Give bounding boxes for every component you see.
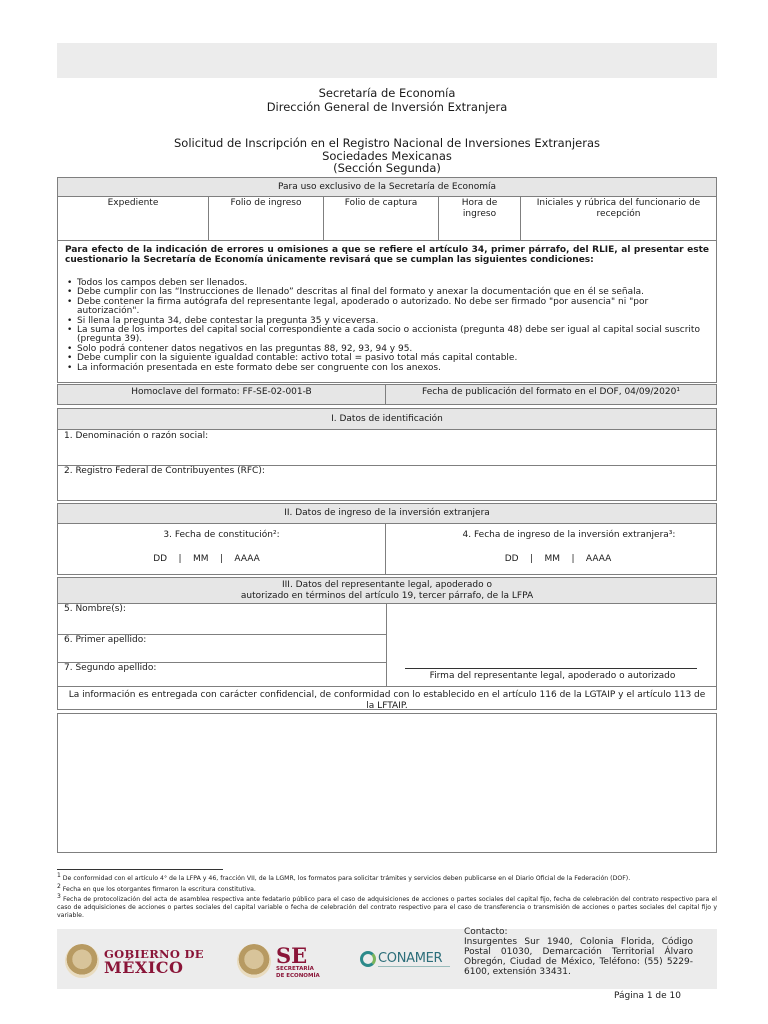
conamer-logo-text: CONAMER: [378, 951, 443, 966]
instructions-box: [57, 240, 717, 383]
instruction-item: • Debe contener la firma autógrafa del representante legal, apoderado o autorizado. No debe ser firmado "por ausencia" ni "por autorización".: [77, 298, 709, 317]
office-col-folio-captura-label: Folio de captura: [344, 198, 418, 208]
signature-line: [405, 668, 697, 669]
directorate-name: Dirección General de Inversión Extranjera: [266, 100, 508, 114]
footnote-1-text: De conformidad con el artículo 4° de la LFPA y 46, fracción VII, de la LGMR, los formatos para solicitar trámites y servicios deben publicarse en el Diario Oficial de la Federación (DOF).: [62, 875, 631, 883]
instruction-item: • Debe cumplir con la siguiente igualdad contable: activo total = pasivo total más capital contable.: [77, 354, 709, 363]
second-surname-label: 7. Segundo apellido:: [64, 663, 157, 673]
investment-date-format: DD | MM | AAAA: [504, 554, 612, 564]
contact-block: [464, 927, 693, 977]
signature-field[interactable]: [386, 603, 717, 687]
page-number: Página 1 de 10: [614, 991, 681, 1001]
ministry-name: Secretaría de Economía: [318, 86, 456, 100]
contact-text: Insurgentes Sur 1940, Colonia Florida, Código Postal 01030, Demarcación Territorial Álvaro Obregón, Ciudad de México, Teléfono: (55) 5229-6100, extensión 33431.: [464, 937, 693, 977]
footnote-3-text: Fecha de protocolización del acta de asamblea respectiva ante fedatario público para el caso de adquisiciones de acciones o partes sociales del capital fijo, fecha de celebración del contrato respectivo para el caso de adquisiciones de acciones o partes sociales del capital variable o fecha de celebración del contrato respectivo para el caso de transferencia o transmisión de acciones o partes sociales del capital fijo y variable.: [57, 896, 717, 919]
office-col-expediente-label: Expediente: [107, 198, 159, 208]
se-logo-sub2: DE ECONOMÍA: [276, 972, 320, 979]
first-name-field[interactable]: [57, 603, 387, 635]
se-logo-sub1: SECRETARÍA: [276, 966, 314, 972]
footnote-rule: [57, 869, 223, 870]
conamer-logo-rule: [378, 966, 450, 967]
signature-label: Firma del representante legal, apoderado o autorizado: [429, 671, 676, 681]
office-col-folio-ingreso-label: Folio de ingreso: [230, 198, 302, 208]
company-name-field[interactable]: [57, 429, 717, 466]
instruction-item: • Debe cumplir con las “Instrucciones de llenado” descritas al final del formato y anexar la documentación que en él se señala.: [77, 288, 709, 297]
office-col-iniciales: [520, 196, 717, 241]
format-homoclave: Homoclave del formato: FF-SE-02-001-B: [57, 384, 386, 405]
form-title: Solicitud de Inscripción en el Registro Nacional de Inversiones Extranjeras: [173, 136, 601, 150]
header-band: [57, 43, 717, 78]
gobierno-logo-top: GOBIERNO DE: [104, 947, 204, 961]
mexico-eagle-icon: [65, 944, 99, 978]
form-section-label: (Sección Segunda): [333, 161, 441, 175]
instructions-intro: Para efecto de la indicación de errores u omisiones a que se refiere el artículo 34, primer párrafo, del RLIE, al presentar este cuestionario la Secretaría de Economía únicamente revisará que se cumplan las siguientes condiciones:: [65, 245, 709, 265]
instruction-item: • Solo podrá contener datos negativos en las preguntas 88, 92, 93, 94 y 95.: [77, 345, 709, 354]
instruction-item: • La información presentada en este formato debe ser congruente con los anexos.: [77, 364, 709, 373]
se-logo-subtext: [276, 966, 320, 979]
instruction-item: • Si llena la pregunta 34, debe contestar la pregunta 35 y viceversa.: [77, 317, 709, 326]
footnote-2: [57, 883, 717, 894]
investment-date-label: 4. Fecha de ingreso de la inversión extranjera³:: [462, 530, 676, 540]
office-col-folio-captura: [323, 196, 439, 241]
first-name-label: 5. Nombre(s):: [64, 604, 126, 614]
footnotes: [57, 872, 717, 919]
instruction-item: • Todos los campos deben ser llenados.: [77, 279, 709, 288]
instructions-list: [65, 279, 709, 373]
office-use-heading: Para uso exclusivo de la Secretaría de Economía: [57, 177, 717, 197]
office-col-expediente: [57, 196, 209, 241]
office-col-iniciales-label: Iniciales y rúbrica del funcionario de recepción: [536, 198, 701, 219]
first-surname-label: 6. Primer apellido:: [64, 635, 147, 645]
office-col-hora: [438, 196, 521, 241]
section-3-heading-line1: III. Datos del representante legal, apoderado o: [282, 580, 492, 590]
office-col-folio-ingreso: [208, 196, 324, 241]
section-3-heading: [57, 577, 717, 604]
office-col-hora-label: Hora de ingreso: [461, 198, 498, 219]
gobierno-logo-bottom: MÉXICO: [104, 958, 184, 977]
constitution-date-field[interactable]: [57, 523, 386, 575]
se-eagle-icon: [237, 944, 271, 978]
instruction-item: • La suma de los importes del capital social correspondiente a cada socio o accionista (pregunta 48) debe ser igual al capital social suscrito (pregunta 39).: [77, 326, 709, 345]
footnote-3: [57, 893, 717, 919]
constitution-date-label: 3. Fecha de constitución²:: [163, 530, 280, 540]
contact-label: Contacto:: [464, 927, 508, 937]
footer-band: [57, 929, 717, 989]
company-name-label: 1. Denominación o razón social:: [64, 431, 209, 441]
footnote-3-number: 3: [57, 893, 61, 901]
section-3-heading-line2: autorizado en términos del artículo 19, tercer párrafo, de la LFPA: [240, 591, 534, 601]
confidentiality-notice: La información es entregada con carácter confidencial, de conformidad con lo establecido en el artículo 116 de la LGTAIP y el artículo 113 de la LFTAIP.: [57, 686, 717, 710]
investment-date-field[interactable]: [385, 523, 717, 575]
rfc-label: 2. Registro Federal de Contribuyentes (RFC):: [64, 466, 265, 476]
footnote-1: [57, 872, 717, 883]
first-surname-field[interactable]: [57, 634, 387, 663]
footnote-2-text: Fecha en que los otorgantes firmaron la escritura constitutiva.: [62, 885, 256, 893]
second-surname-field[interactable]: [57, 662, 387, 687]
conamer-logo-icon: [360, 951, 376, 967]
section-1-heading: I. Datos de identificación: [57, 408, 717, 430]
form-subtitle: Sociedades Mexicanas: [322, 149, 452, 163]
footnote-1-number: 1: [57, 872, 61, 879]
section-2-heading: II. Datos de ingreso de la inversión extranjera: [57, 503, 717, 524]
blank-area: [57, 713, 717, 853]
se-logo-text: SE: [276, 943, 308, 968]
format-publication-date: Fecha de publicación del formato en el DOF, 04/09/2020¹: [385, 384, 717, 405]
rfc-field[interactable]: [57, 465, 717, 501]
footnote-2-number: 2: [57, 882, 61, 890]
constitution-date-format: DD | MM | AAAA: [153, 554, 260, 564]
